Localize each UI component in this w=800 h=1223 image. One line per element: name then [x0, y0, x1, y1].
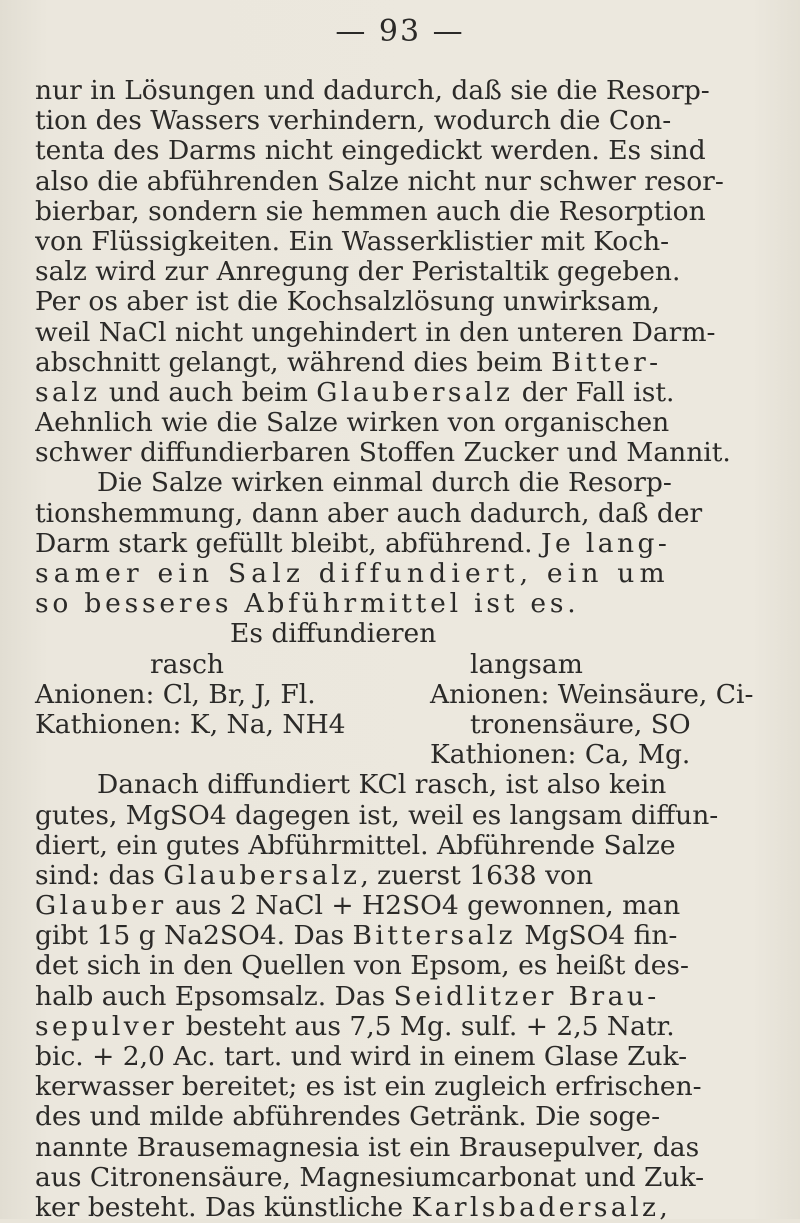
table-column-fast — [35, 650, 346, 741]
text-line — [35, 861, 793, 891]
text-line: tionshemmung, dann aber auch dadurch, daß der — [35, 498, 703, 529]
text-run: aus 2 NaCl + H2SO4 gewonnen, man — [166, 891, 681, 922]
spaced-term: Bitter- — [551, 347, 662, 378]
text-line: von Flüssigkeiten. Ein Wasserklistier mit Koch- — [35, 226, 670, 257]
text-run: der Fall ist. — [513, 377, 675, 408]
column-header: langsam — [470, 648, 583, 680]
page-number: — 93 — — [335, 14, 465, 49]
spaced-term: Glauber — [35, 891, 167, 922]
text-line: salz wird zur Anregung der Peristaltik gegeben. — [35, 257, 681, 288]
text-line: schwer diffundierbaren Stoffen Zucker und Mannit. — [35, 438, 731, 469]
text-line — [35, 589, 793, 619]
spaced-term: Glaubersalz — [316, 377, 514, 408]
text-line — [35, 1012, 793, 1042]
text-line: Danach diffundiert KCl rasch, ist also kein — [97, 770, 667, 801]
text-line: also die abführenden Salze nicht nur schwer resor- — [35, 166, 724, 197]
text-line: tenta des Darms nicht eingedickt werden. Es sind — [35, 136, 706, 167]
table-cell: tronensäure, SO — [470, 708, 691, 740]
text-run: halb auch Epsomsalz. Das — [35, 981, 394, 1012]
text-line — [35, 348, 793, 378]
spaced-term: Karlsbadersalz — [411, 1192, 660, 1223]
text-line: aus Citronensäure, Magnesiumcarbonat und Zuk- — [35, 1162, 705, 1193]
text-run: , zuerst 1638 von — [360, 860, 594, 891]
table-cell: Kathionen: K, Na, NH4 — [35, 708, 346, 740]
text-line: Per os aber ist die Kochsalzlösung unwirksam, — [35, 287, 660, 318]
body-text — [35, 76, 793, 1223]
text-line: det sich in den Quellen von Epsom, es heißt des- — [35, 951, 689, 982]
text-line: tion des Wassers verhindern, wodurch die Con- — [35, 106, 672, 137]
text-line — [35, 891, 793, 921]
text-run: und auch beim — [100, 377, 317, 408]
diffusion-table — [35, 650, 793, 741]
text-line — [35, 378, 793, 408]
spaced-term: Je lang- — [541, 528, 671, 559]
text-run: MgSO4 fin- — [515, 921, 678, 952]
text-line: weil NaCl nicht ungehindert in den unteren Darm- — [35, 317, 716, 348]
text-line: gutes, MgSO4 dagegen ist, weil es langsam diffun- — [35, 800, 719, 831]
text-line: Aehnlich wie die Salze wirken von organischen — [35, 408, 670, 439]
text-run: Darm stark gefüllt bleibt, abführend. — [35, 528, 541, 559]
text-run: besteht aus 7,5 Mg. sulf. + 2,5 Natr. — [177, 1011, 675, 1042]
spaced-term: Glaubersalz — [163, 860, 361, 891]
text-line — [35, 559, 793, 589]
text-line — [35, 1193, 793, 1223]
text-line: des und milde abführendes Getränk. Die soge- — [35, 1102, 661, 1133]
table-cell: Anionen: Cl, Br, J, Fl. — [35, 678, 316, 710]
text-line: bic. + 2,0 Ac. tart. und wird in einem Glase Zuk- — [35, 1042, 688, 1073]
spaced-term: sepulver — [35, 1011, 178, 1042]
table-cell: Kathionen: Ca, Mg. — [430, 740, 691, 771]
text-line — [35, 921, 793, 951]
text-run: ker besteht. Das künstliche — [35, 1192, 412, 1223]
text-line: Die Salze wirken einmal durch die Resorp- — [97, 468, 672, 499]
text-line: nur in Lösungen und dadurch, daß sie die Resorp- — [35, 76, 710, 106]
table-caption: Es diffundieren — [230, 619, 437, 650]
text-line: kerwasser bereitet; es ist ein zugleich erfrischen- — [35, 1072, 702, 1103]
text-line: nannte Brausemagnesia ist ein Brausepulver, das — [35, 1132, 700, 1163]
text-run: gibt 15 g Na2SO4. Das — [35, 921, 353, 952]
text-run: sind: das — [35, 860, 164, 891]
text-line: bierbar, sondern sie hemmen auch die Resorption — [35, 196, 706, 227]
table-column-slow — [430, 650, 753, 741]
spaced-term: salz — [35, 377, 101, 408]
text-run: , — [659, 1192, 668, 1223]
spaced-term: so besseres Abführmittel ist es. — [35, 589, 580, 620]
text-run: abschnitt gelangt, während dies beim — [35, 347, 552, 378]
table-cell: Anionen: Weinsäure, Ci- — [430, 678, 754, 710]
text-line — [35, 529, 793, 559]
column-header: rasch — [150, 648, 224, 680]
spaced-term: Seidlitzer Brau- — [393, 981, 660, 1012]
text-line: diert, ein gutes Abführmittel. Abführende Salze — [35, 830, 676, 861]
spaced-term: Bittersalz — [352, 921, 516, 952]
spaced-term: samer ein Salz diffundiert, ein um — [35, 559, 670, 589]
text-line — [35, 982, 793, 1012]
